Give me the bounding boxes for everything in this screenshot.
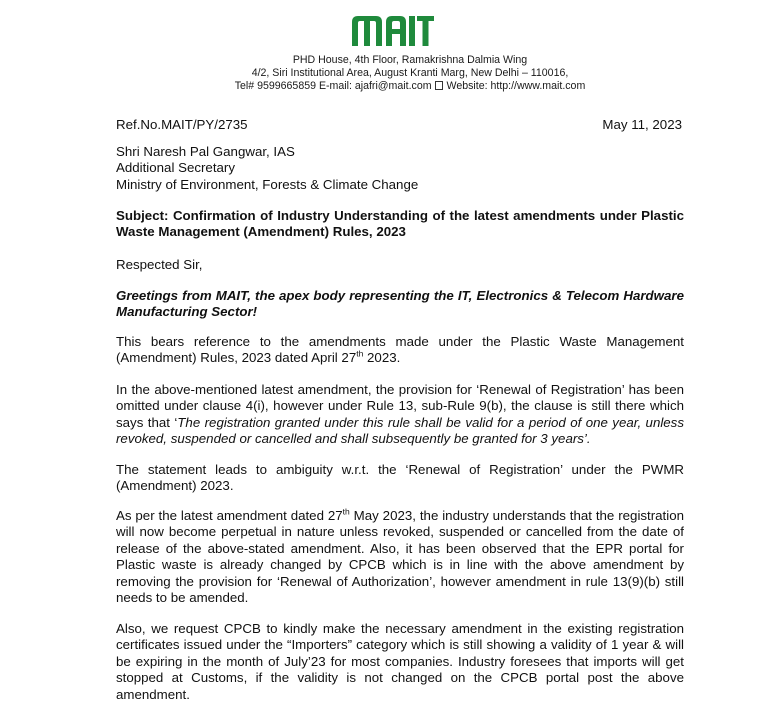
paragraph-1-end: 2023. [363, 350, 401, 366]
mait-logo [350, 10, 434, 48]
addressee-ministry: Ministry of Environment, Forests & Climate Change [116, 176, 419, 192]
website: Website: http://www.mait.com [446, 80, 586, 93]
addressee-block [116, 144, 684, 193]
reference-number: Ref.No.MAIT/PY/2735 [116, 117, 248, 132]
greeting-line: Greetings from MAIT, the apex body representing the IT, Electronics & Telecom Hardware Manufacturing Sector! [116, 288, 684, 320]
paragraph-1 [116, 334, 684, 367]
separator-glyph-icon [435, 81, 443, 90]
mait-logo-mark [350, 10, 434, 48]
addressee-title: Additional Secretary [116, 160, 235, 176]
ordinal-suffix: th [356, 348, 364, 359]
subject-line: Subject: Confirmation of Industry Understanding of the latest amendments under Plastic Waste Management (Amendment) Rules, 2023 [116, 208, 684, 240]
paragraph-5: Also, we request CPCB to kindly make the necessary amendment in the existing registration certificates issued under the “Importers” category which is still showing a validity of 1 year & will be expiring in the month of July’23 for most companies. Industry foresees that imports will get stopped at Customs, if the validity is not changed on the CPCB portal post the above amendment. [116, 621, 684, 702]
paragraph-4 [116, 508, 684, 606]
address-line-2: 4/2, Siri Institutional Area, August Kranti Marg, New Delhi – 110016, [251, 67, 569, 80]
paragraph-2 [116, 382, 684, 448]
letterhead-address [150, 54, 670, 94]
salutation: Respected Sir, [116, 257, 203, 272]
letter-date: May 11, 2023 [602, 117, 682, 132]
ordinal-suffix: th [342, 506, 350, 517]
logo-text [350, 48, 351, 49]
paragraph-4-text: As per the latest amendment dated 27 [116, 508, 343, 523]
phone-email: Tel# 9599665859 E-mail: ajafri@mait.com [234, 80, 432, 93]
addressee-name: Shri Naresh Pal Gangwar, IAS [116, 144, 295, 159]
paragraph-1-text: This bears reference to the amendments made under the Plastic Waste Management (Amendment) Rules, 2023 dated April 27 [116, 334, 684, 366]
paragraph-2-quote: The registration granted under this rule shall be valid for a period of one year, unless revoked, suspended or cancelled and shall subsequently be granted for 3 years’. [116, 414, 684, 447]
address-line-1: PHD House, 4th Floor, Ramakrishna Dalmia Wing [292, 54, 528, 66]
paragraph-3: The statement leads to ambiguity w.r.t. the ‘Renewal of Registration’ under the PWMR (Amendment) 2023. [116, 462, 684, 494]
paragraph-2-text: In the above-mentioned latest amendment, the provision for ‘Renewal of Registration’ has been omitted under clause 4(i), however under Rule 13, sub-Rule 9(b), the clause is still there which says that ‘ [116, 382, 684, 430]
contact-line [150, 80, 670, 93]
paragraph-4-rest: May 2023, the industry understands that the registration will now become perpetual in nature unless revoked, suspended or cancelled from the date of release of the above-stated amendment. Also, it has been observed that the EPR portal for Plastic waste is already changed by CPCB which is in line with the above amendment by removing the provision for ‘Renewal of Authorization’, however amendment in rule 13(9)(b) still needs to be amended. [116, 508, 684, 606]
